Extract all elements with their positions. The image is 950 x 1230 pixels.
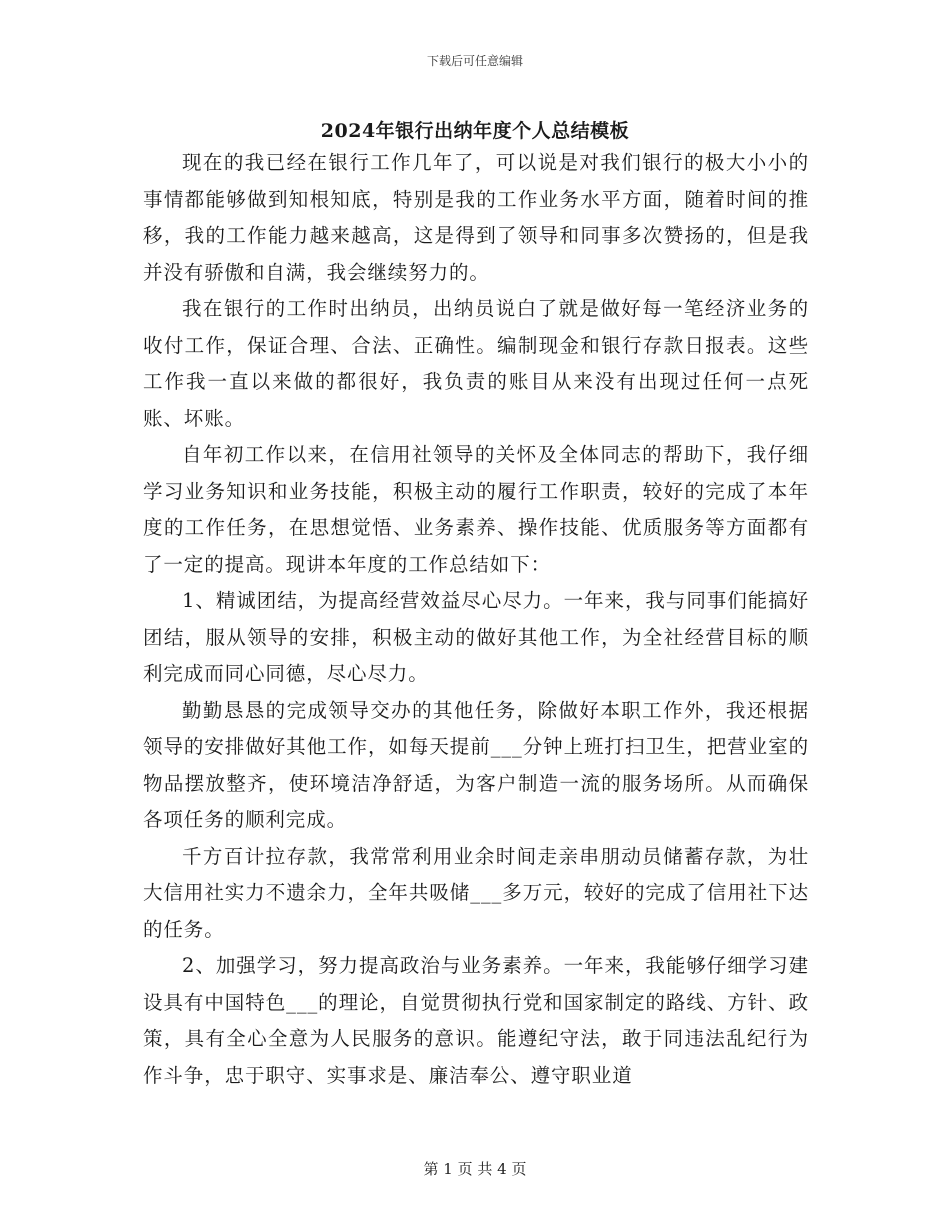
header-note: 下载后可任意编辑 xyxy=(426,54,523,68)
document-body xyxy=(143,145,809,1094)
page-footer: 第 1 页 共 4 页 xyxy=(423,1160,527,1178)
paragraph-7: 2、加强学习，努力提高政治与业务素养。一年来，我能够仔细学习建设具有中国特色___的理论，自觉贯彻执行党和国家制定的路线、方针、政策，具有全心全意为人民服务的意识。能遵纪守法，敢于同违法乱纪行为作斗争，忠于职守、实事求是、廉洁奉公、遵守职业道 xyxy=(143,954,809,1087)
paragraph-2: 我在银行的工作时出纳员，出纳员说白了就是做好每一笔经济业务的收付工作，保证合理、合法、正确性。编制现金和银行存款日报表。这些工作我一直以来做的都很好，我负责的账目从来没有出现过任何一点死账、坏账。 xyxy=(143,297,809,430)
paragraph-5: 勤勤恳恳的完成领导交办的其他任务，除做好本职工作外，我还根据领导的安排做好其他工作，如每天提前___分钟上班打扫卫生，把营业室的物品摆放整齐，使环境洁净舒适，为客户制造一流的服务场所。从而确保各项任务的顺利完成。 xyxy=(143,698,809,831)
paragraph-6: 千方百计拉存款，我常常利用业余时间走亲串朋动员储蓄存款，为壮大信用社实力不遗余力，全年共吸储___多万元，较好的完成了信用社下达的任务。 xyxy=(143,844,809,941)
paragraph-4: 1、精诚团结，为提高经营效益尽心尽力。一年来，我与同事们能搞好团结，服从领导的安排，积极主动的做好其他工作，为全社经营目标的顺利完成而同心同德，尽心尽力。 xyxy=(143,589,809,685)
paragraph-3: 自年初工作以来，在信用社领导的关怀及全体同志的帮助下，我仔细学习业务知识和业务技能，积极主动的履行工作职责，较好的完成了本年度的工作任务，在思想觉悟、业务素养、操作技能、优质服务等方面都有了一定的提高。现讲本年度的工作总结如下： xyxy=(143,443,809,576)
document-title: 2024年银行出纳年度个人总结模板 xyxy=(320,120,630,142)
paragraph-1: 现在的我已经在银行工作几年了，可以说是对我们银行的极大小小的事情都能够做到知根知底，特别是我的工作业务水平方面，随着时间的推移，我的工作能力越来越高，这是得到了领导和同事多次赞扬的，但是我并没有骄傲和自满，我会继续努力的。 xyxy=(143,151,809,284)
